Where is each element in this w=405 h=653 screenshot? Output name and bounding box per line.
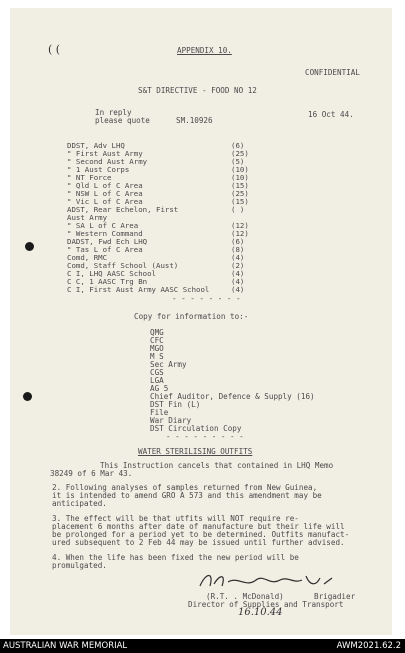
reply-line-1: In reply — [95, 108, 132, 117]
margin-mark: ( ( — [48, 43, 61, 56]
para-2-line: 2. Following analyses of samples returned from New Guinea, — [52, 483, 318, 492]
info-list-item: LGA — [150, 376, 164, 385]
appendix-heading: APPENDIX 10. — [177, 46, 232, 55]
subject-heading: WATER STERILISING OUTFITS — [138, 447, 253, 456]
para-2-line: anticipated. — [52, 499, 107, 508]
directive-title: S&T DIRECTIVE - FOOD NO 12 — [138, 86, 257, 95]
archive-name: AUSTRALIAN WAR MEMORIAL — [3, 641, 128, 651]
para-3-line: placement 6 months after date of manufacture but their life will — [52, 522, 345, 531]
document-date: 16 Oct 44. — [308, 110, 354, 119]
signatory-rank: Brigadier — [314, 592, 356, 601]
info-list-item: DST Circulation Copy — [150, 424, 242, 433]
para-1-line: This Instruction cancels that contained in LHQ Memo — [100, 461, 334, 470]
para-3-line: ured subsequent to 2 Feb 44 may be issued until further advised. — [52, 538, 345, 547]
info-list-item: QMG — [150, 328, 164, 337]
info-list-item: DST Fin (L) — [150, 400, 201, 409]
para-3-line: 3. The effect will be that utfits will NOT require re- — [52, 514, 299, 523]
info-list-item: M S — [150, 352, 164, 361]
copy-heading: Copy for information to:- — [134, 312, 249, 321]
divider-line: - - - - - - - - — [172, 294, 241, 303]
punch-hole — [23, 392, 32, 401]
para-4-line: 4. When the life has been fixed the new period will be — [52, 553, 299, 562]
signatory-title: Director of Supplies and Transport — [188, 600, 344, 609]
info-list-item: War Diary — [150, 416, 192, 425]
reply-line-2: please quote — [95, 116, 150, 125]
info-list-item: Sec Army — [150, 360, 187, 369]
archive-footer — [0, 639, 405, 653]
document-page: ( ( APPENDIX 10. CONFIDENTIAL S&T DIRECTIVE - FOOD NO 12 In reply please quote SM.10926 16 Oct 44. DDST, Adv LHQ (6) " First Aust Army (25) " Second Aust Army (5) " 1 Aust Corps (10) " NT Force (10) " Qld L of C Area (15) " NSW L of C Area (25) " Vic L of C Area (15) ADST, Rear Echelon, First ( ) Aust Army " SA L of C Area (12) " Western Command (12) DADST, Fwd Ech LHQ (6) " Tas L of C Area (8) Comd, RMC (4) Comd, Staff School (Aust) (2) C I, LHQ AASC School (4) C C, 1 AASC Trg Bn (4) C I, First Aust Army AASC School (4) - - - - - - - - Copy for information to:- QMG CFC MGO M S Sec Army CGS LGA AG 5 Chief Auditor, Defence & Supply (16) DST Fin (L) File War Diary DST Circulation Copy - - - - - - - - - WATER STERILISING OUTFITS This Instruction cancels that contained in LHQ Memo 38249 of 6 Mar 43. 2. Following analyses of samples returned from New Guinea, it is intended to amend GRO A 573 and this amendment may be anticipated. 3. The effect will be that utfits will NOT require re- placement 6 months after date of manufacture but their life will be prolonged for a period yet to be determined. Outfits manufact- ured subsequent to 2 Feb 44 may be issued until further advised. 4. When the life has been fixed the new period will be promulgated. (R.T. . McDonald) Brigadier Director of Supplies and Transport 16.10.44 — [10, 8, 392, 635]
info-list-item: File — [150, 408, 169, 417]
info-list-item: AG 5 — [150, 384, 169, 393]
archive-reference: AWM2021.62.2 — [336, 641, 401, 651]
signatory-name: (R.T. . McDonald) — [206, 592, 284, 601]
para-4-line: promulgated. — [52, 561, 107, 570]
confidential-label: CONFIDENTIAL — [305, 68, 360, 77]
para-2-line: it is intended to amend GRO A 573 and this amendment may be — [52, 491, 322, 500]
reference-number: SM.10926 — [176, 116, 213, 125]
handwritten-date: 16.10.44 — [238, 607, 283, 618]
info-list-item: Chief Auditor, Defence & Supply (16) — [150, 392, 315, 401]
para-1-line: 38249 of 6 Mar 43. — [50, 469, 133, 478]
divider-line: - - - - - - - - - — [166, 432, 244, 441]
info-list-item: MGO — [150, 344, 164, 353]
punch-hole — [25, 242, 34, 251]
para-3-line: be prolonged for a period yet to be determined. Outfits manufact- — [52, 530, 350, 539]
info-list-item: CFC — [150, 336, 164, 345]
info-list-item: CGS — [150, 368, 164, 377]
